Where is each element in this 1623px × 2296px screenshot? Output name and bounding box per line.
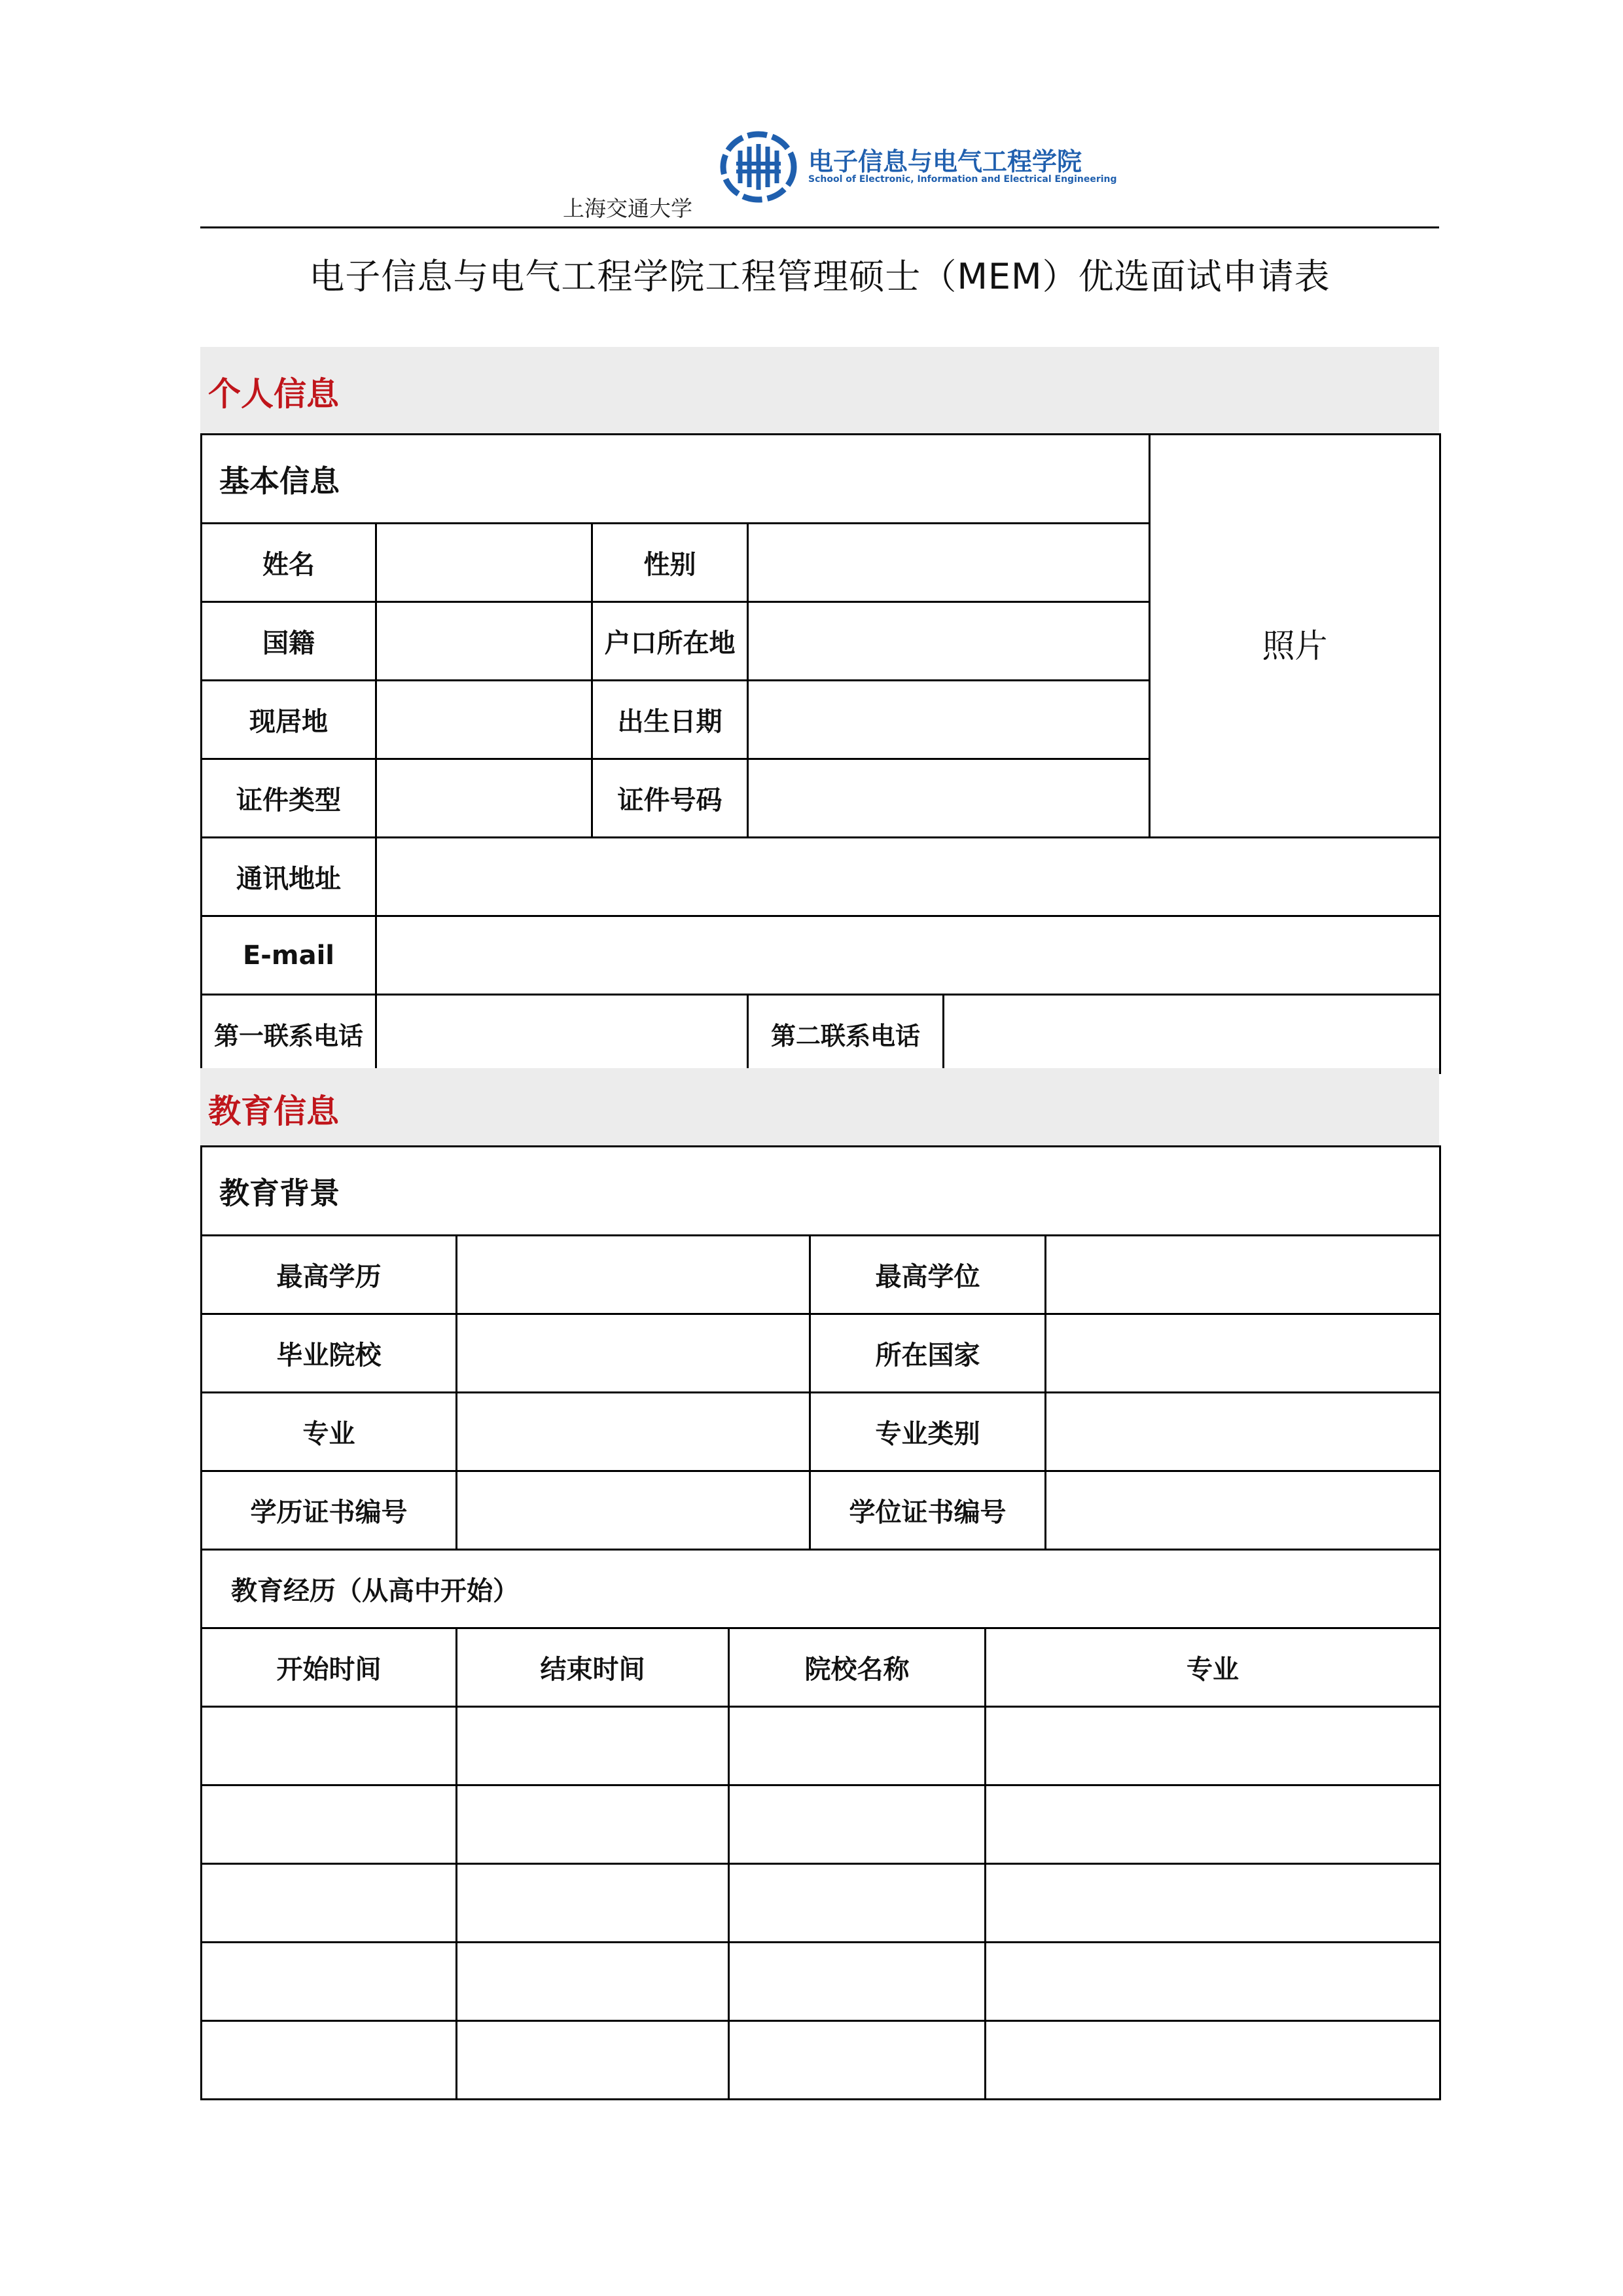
end-time-cell[interactable] (457, 2021, 729, 2100)
birth-date-label: 出生日期 (592, 681, 748, 759)
education-background-header: 教育背景 (202, 1147, 1440, 1236)
school-name-cn: 电子信息与电气工程学院 (808, 147, 1082, 176)
country-field[interactable] (1046, 1314, 1440, 1393)
residence-field[interactable] (376, 681, 592, 759)
highest-education-field[interactable] (457, 1236, 810, 1314)
highest-degree-field[interactable] (1046, 1236, 1440, 1314)
education-background-table (200, 1145, 1441, 1551)
start-time-cell[interactable] (202, 1707, 457, 1785)
major-cell[interactable] (986, 2021, 1440, 2100)
name-field[interactable] (376, 524, 592, 602)
major-cell[interactable] (986, 1864, 1440, 1943)
name-label: 姓名 (202, 524, 376, 602)
personal-section-label: 个人信息 (208, 375, 339, 413)
end-time-cell[interactable] (457, 1864, 729, 1943)
nationality-field[interactable] (376, 602, 592, 681)
graduated-school-field[interactable] (457, 1314, 810, 1393)
col-major: 专业 (986, 1628, 1440, 1707)
gender-field[interactable] (748, 524, 1150, 602)
education-history-header: 教育经历（从高中开始） (202, 1550, 1440, 1628)
personal-info-table (200, 433, 1441, 1074)
phone1-label: 第一联系电话 (202, 995, 376, 1073)
major-category-field[interactable] (1046, 1393, 1440, 1471)
school-name-cell[interactable] (729, 1943, 986, 2021)
gender-label: 性别 (592, 524, 748, 602)
phone1-field[interactable] (376, 995, 748, 1073)
major-cell[interactable] (986, 1707, 1440, 1785)
email-field[interactable] (376, 916, 1440, 995)
degree-cert-no-label: 学位证书编号 (810, 1471, 1046, 1550)
degree-cert-no-field[interactable] (1046, 1471, 1440, 1550)
highest-education-label: 最高学历 (202, 1236, 457, 1314)
phone2-label: 第二联系电话 (748, 995, 944, 1073)
major-label: 专业 (202, 1393, 457, 1471)
country-label: 所在国家 (810, 1314, 1046, 1393)
university-name: 上海交通大学 (563, 196, 692, 221)
header-divider (200, 226, 1439, 228)
personal-section-bar (200, 347, 1439, 433)
diploma-no-label: 学历证书编号 (202, 1471, 457, 1550)
end-time-cell[interactable] (457, 1707, 729, 1785)
table-row (202, 1943, 1440, 2021)
table-row (202, 1864, 1440, 1943)
school-name-cell[interactable] (729, 2021, 986, 2100)
education-history-table (200, 1549, 1441, 2100)
col-end-time: 结束时间 (457, 1628, 729, 1707)
id-number-label: 证件号码 (592, 759, 748, 838)
residence-label: 现居地 (202, 681, 376, 759)
col-start-time: 开始时间 (202, 1628, 457, 1707)
col-school-name: 院校名称 (729, 1628, 986, 1707)
graduated-school-label: 毕业院校 (202, 1314, 457, 1393)
id-type-label: 证件类型 (202, 759, 376, 838)
id-type-field[interactable] (376, 759, 592, 838)
address-label: 通讯地址 (202, 838, 376, 916)
table-row (202, 2021, 1440, 2100)
major-cell[interactable] (986, 1785, 1440, 1864)
school-name-cell[interactable] (729, 1707, 986, 1785)
page-title: 电子信息与电气工程学院工程管理硕士（MEM）优选面试申请表 (309, 256, 1330, 297)
school-name-cell[interactable] (729, 1785, 986, 1864)
photo-box[interactable]: 照片 (1150, 435, 1440, 838)
phone2-field[interactable] (944, 995, 1440, 1073)
start-time-cell[interactable] (202, 1864, 457, 1943)
education-section-label: 教育信息 (208, 1092, 339, 1130)
diploma-no-field[interactable] (457, 1471, 810, 1550)
highest-degree-label: 最高学位 (810, 1236, 1046, 1314)
major-category-label: 专业类别 (810, 1393, 1046, 1471)
hukou-field[interactable] (748, 602, 1150, 681)
address-field[interactable] (376, 838, 1440, 916)
start-time-cell[interactable] (202, 1943, 457, 2021)
start-time-cell[interactable] (202, 2021, 457, 2100)
education-section-bar (200, 1068, 1439, 1145)
basic-info-header: 基本信息 (202, 435, 1150, 524)
school-name-en: School of Electronic, Information and Electrical Engineering (808, 174, 1117, 185)
table-row (202, 1707, 1440, 1785)
email-label: E-mail (202, 916, 376, 995)
school-logo (717, 131, 1117, 203)
end-time-cell[interactable] (457, 1943, 729, 2021)
hukou-label: 户口所在地 (592, 602, 748, 681)
id-number-field[interactable] (748, 759, 1150, 838)
sjtu-seiee-logo-icon (717, 131, 803, 203)
table-row (202, 1785, 1440, 1864)
school-name-cell[interactable] (729, 1864, 986, 1943)
start-time-cell[interactable] (202, 1785, 457, 1864)
nationality-label: 国籍 (202, 602, 376, 681)
major-cell[interactable] (986, 1943, 1440, 2021)
end-time-cell[interactable] (457, 1785, 729, 1864)
major-field[interactable] (457, 1393, 810, 1471)
birth-date-field[interactable] (748, 681, 1150, 759)
